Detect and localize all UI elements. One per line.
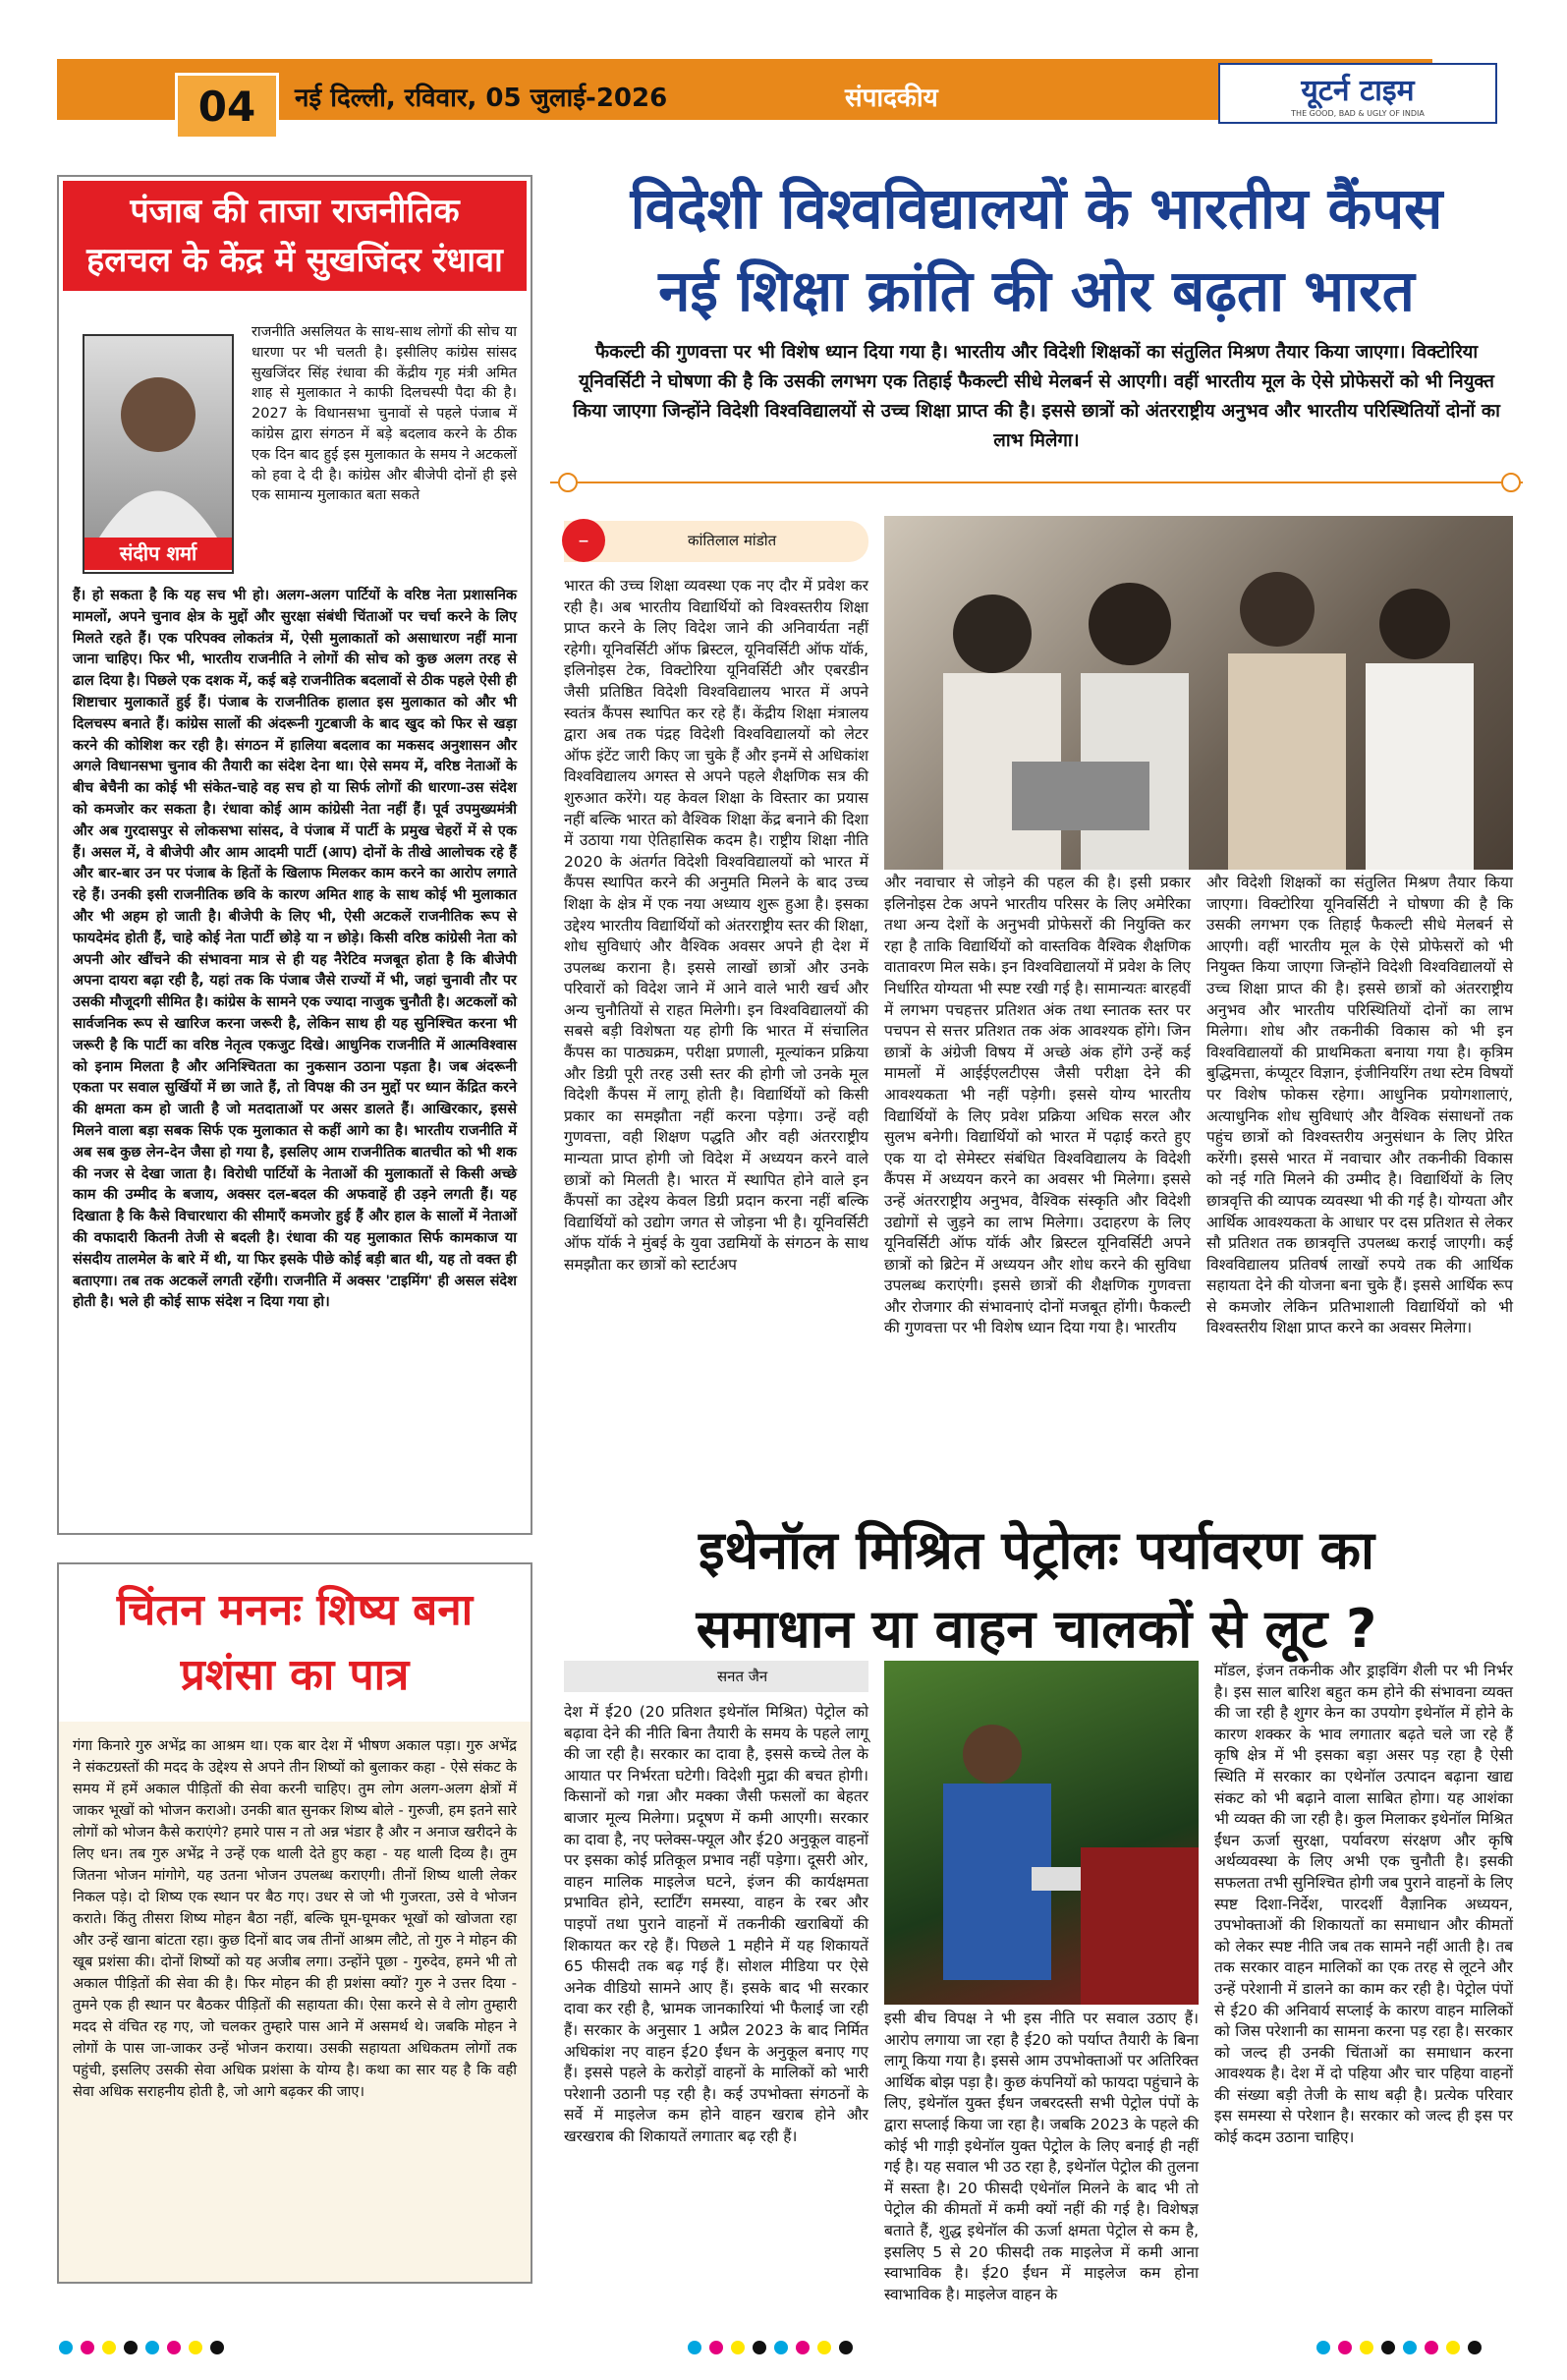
portrait-icon	[84, 336, 232, 538]
main-deck: फैकल्टी की गुणवत्ता पर भी विशेष ध्यान दिया गया है। भारतीय और विदेशी शिक्षकों का संतुलित मिश्रण तैयार किया जाएगा। विक्टोरिया यूनिवर्सिटी ने घोषणा की है कि उसकी लगभग एक तिहाई फैकल्टी सीधे मेलबर्न से आएगी। वहीं भारतीय मूल के ऐसे प्रोफेसरों को भी नियुक्त किया जाएगा जिन्होंने विदेशी विश्वविद्यालयों से उच्च शिक्षा प्राप्त की है। इससे छात्रों को अंतरराष्ट्रीय अनुभव और भारतीय परिस्थितियों दोनों का लाभ मिलेगा।	[573, 342, 1500, 451]
main-col-2: और नवाचार से जोड़ने की पहल की है। इसी प्रकार इलिनोइस टेक अपने भारतीय परिसर के लिए अमेरिका तथा अन्य देशों के अनुभवी प्रोफेसरों की नियुक्ति कर रहा है ताकि विद्यार्थियों को वास्तविक वैश्विक शैक्षणिक वातावरण मिल सके। इन विश्वविद्यालयों में प्रवेश के लिए निर्धारित योग्यता भी स्पष्ट रखी गई है। सामान्यतः बारहवीं में लगभग पचहत्तर प्रतिशत अंक तथा स्नातक स्तर पर पचपन से सत्तर प्रतिशत तक अंक आवश्यक होंगे। जिन छात्रों के अंग्रेजी विषय में अच्छे अंक होंगे उन्हें कई मामलों में आईईएलटीएस जैसी परीक्षा देने की आवश्यकता भी नहीं पड़ेगी। इससे योग्य भारतीय विद्यार्थियों के लिए प्रवेश प्रक्रिया अधिक सरल और सुलभ बनेगी। विद्यार्थियों को भारत में पढ़ाई करते हुए एक या दो सेमेस्टर संबंधित विश्वविद्यालय के विदेशी कैंपस में अध्ययन करने का अवसर भी मिलेगा। इससे उन्हें अंतरराष्ट्रीय अनुभव, वैश्विक संस्कृति और विदेशी उद्योगों से जुड़ने का लाभ मिलेगा। उदाहरण के लिए यूनिवर्सिटी ऑफ यॉर्क और ब्रिस्टल यूनिवर्सिटी अपने छात्रों को ब्रिटेन में अध्ययन और शोध करने की सुविधा उपलब्ध कराएंगी। इससे छात्रों की शैक्षणिक गुणवत्ता और रोजगार की संभावनाएं दोनों मजबूत होंगी। फैकल्टी की गुणवत्ता पर भी विशेष ध्यान दिया गया है। भारतीय	[884, 874, 1191, 1337]
students-photo	[884, 516, 1513, 870]
ethanol-col-3: मॉडल, इंजन तकनीक और ड्राइविंग शैली पर भी निर्भर है। इस साल बारिश बहुत कम होने की संभावना व्यक्त की जा रही है शुगर केन का उपयोग इथेनॉल में होने के कारण शक्कर के भाव लगातार बढ़ते चले जा रहे हैं कृषि क्षेत्र में भी इसका बड़ा असर पड़ रहा है ऐसी स्थिति में सरकार का एथेनॉल उत्पादन बढ़ाना खाद्य संकट को भी बढ़ाने वाला साबित होगा। यह आशंका भी व्यक्त की जा रही है। कुल मिलाकर इथेनॉल मिश्रित ईंधन ऊर्जा सुरक्षा, पर्यावरण संरक्षण और कृषि अर्थव्यवस्था के लिए अभी एक चुनौती है। इसकी सफलता तभी सुनिश्चित होगी जब पुराने वाहनों के लिए स्पष्ट दिशा-निर्देश, पारदर्शी वैज्ञानिक अध्ययन, उपभोक्ताओं की शिकायतों का समाधान और कीमतों को लेकर स्पष्ट नीति जब तक सामने नहीं आती है। तब तक सरकार वाहन मालिकों का एक तरह से लूटने और उन्हें परेशानी में डालने का काम कर रही है। पेट्रोल पंपों से ई20 की अनिवार्य सप्लाई के कारण वाहन मालिकों को जिस परेशानी का सामना करना पड़ रहा है। सरकार को जल्द ही उनकी चिंताओं का समाधान करना आवश्यक है। देश में दो पहिया और चार पहिया वाहनों की संख्या बड़ी तेजी के साथ बढ़ी है। प्रत्येक परिवार इस समस्या से परेशान है। सरकार को जल्द ही इस पर कोई कदम उठाना चाहिए।	[1214, 1662, 1514, 2147]
logo-tagline: THE GOOD, BAD & UGLY OF INDIA	[1291, 109, 1425, 118]
ethanol-headline-2: समाधान या वाहन चालकों से लूट ?	[696, 1598, 1377, 1660]
main-col-1: भारत की उच्च शिक्षा व्यवस्था एक नए दौर में प्रवेश कर रही है। अब भारतीय विद्यार्थियों को विश्वस्तरीय शिक्षा प्राप्त करने के लिए विदेश जाने की अनिवार्यता नहीं रहेगी। यूनिवर्सिटी ऑफ ब्रिस्टल, यूनिवर्सिटी ऑफ यॉर्क, इलिनोइस टेक, विक्टोरिया यूनिवर्सिटी और एबरडीन जैसी प्रतिष्ठित विदेशी विश्वविद्यालय भारत में अपने स्वतंत्र कैंपस स्थापित कर रहे हैं। केंद्रीय शिक्षा मंत्रालय द्वारा अब तक पंद्रह विदेशी विश्वविद्यालयों को लेटर ऑफ इंटेंट जारी किए जा चुके हैं और इनमें से अधिकांश विश्वविद्यालय अगस्त से अपने पहले शैक्षणिक सत्र की शुरुआत करेंगे। यह केवल शिक्षा के विस्तार का प्रयास नहीं बल्कि भारत को वैश्विक शिक्षा केंद्र बनाने की दिशा में उठाया गया ऐतिहासिक कदम है। राष्ट्रीय शिक्षा नीति 2020 के अंतर्गत विदेशी विश्वविद्यालयों को भारत में कैंपस स्थापित करने की अनुमति मिलने के बाद उच्च शिक्षा के क्षेत्र में एक नया अध्याय शुरू हुआ है। इसका उद्देश्य भारतीय विद्यार्थियों को अंतरराष्ट्रीय स्तर की शिक्षा, शोध सुविधाएं और वैश्विक अवसर अपने ही देश में उपलब्ध कराना है। इससे लाखों छात्रों और उनके परिवारों को विदेश जाने में आने वाले भारी खर्च और अन्य चुनौतियों से राहत मिलेगी। इन विश्वविद्यालयों की सबसे बड़ी विशेषता यह होगी कि भारत में संचालित कैंपस का पाठ्यक्रम, परीक्षा प्रणाली, मूल्यांकन प्रक्रिया और डिग्री पूरी तरह उसी स्तर की होगी जो उनके मूल विदेशी कैंपस में लागू होती है। विद्यार्थियों को किसी प्रकार का समझौता नहीं करना पड़ेगा। उन्हें वही गुणवत्ता, वही शिक्षण पद्धति और वही अंतरराष्ट्रीय मान्यता प्राप्त होगी जो विदेश में अध्ययन करने वाले छात्रों को मिलती है। भारत में स्थापित होने वाले इन कैंपसों का उद्देश्य केवल डिग्री प्रदान करना नहीं बल्कि विद्यार्थियों को उद्योग जगत से जोड़ना भी है। यूनिवर्सिटी ऑफ यॉर्क ने मुंबई के युवा उद्यमियों के संगठन के साथ समझौता कर छात्रों को स्टार्टअप	[564, 577, 868, 1274]
chintan-headline: चिंतन मननः शिष्य बना प्रशंसा का पात्र	[59, 1564, 531, 1722]
attendant-image-icon	[884, 1661, 1199, 2005]
separator-right-circle-icon	[1501, 473, 1521, 492]
registration-marks-center	[688, 2341, 853, 2354]
left-article	[57, 175, 532, 1535]
section-title: संपादकीय	[845, 84, 938, 113]
main-headline-1: विदेशी विश्वविद्यालयों के भारतीय कैंपस	[630, 175, 1443, 242]
ethanol-headline-1: इथेनॉल मिश्रित पेट्रोलः पर्यावरण का	[698, 1519, 1375, 1581]
left-article-body: हैं। हो सकता है कि यह सच भी हो। अलग-अलग पार्टियों के वरिष्ठ नेता प्रशासनिक मामलों, अपने चुनाव क्षेत्र के मुद्दों और सुरक्षा संबंधी चिंताओं पर चर्चा करने के लिए मिलते रहते हैं। एक परिपक्व लोकतंत्र में, ऐसी मुलाकातों को असाधारण नहीं माना जाना चाहिए। फिर भी, भारतीय राजनीति ने लोगों की सोच को कुछ अलग तरह से ढाल दिया है। पिछले एक दशक में, कई बड़े राजनीतिक बदलावों से ठीक पहले ऐसी ही शिष्टाचार मुलाकातें हुई हैं। पंजाब के राजनीतिक हालात इस मुलाकात को और भी दिलचस्प बनाते हैं। कांग्रेस सालों की अंदरूनी गुटबाजी के बाद खुद को फिर से खड़ा करने की कोशिश कर रही है। संगठन में हालिया बदलाव का मकसद अनुशासन और अगले विधानसभा चुनाव की तैयारी का संदेश देना था। ऐसे समय में, वरिष्ठ नेताओं के बीच बेचैनी का कोई भी संकेत-चाहे वह सच हो या सिर्फ लोगों की धारणा-उस संदेश को कमजोर कर सकता है। रंधावा कोई आम कांग्रेसी नेता नहीं हैं। पूर्व उपमुख्यमंत्री और अब गुरदासपुर से लोकसभा सांसद, वे पंजाब में पार्टी के प्रमुख चेहरों में से एक हैं। असल में, वे बीजेपी और आम आदमी पार्टी (आप) दोनों के तीखे आलोचक रहे हैं और बार-बार उन पर पंजाब के हितों के खिलाफ मिलकर काम करने का आरोप लगाते रहे हैं। उनकी इसी राजनीतिक छवि के कारण अमित शाह के साथ कोई भी मुलाकात और भी अहम हो जाती है। बीजेपी के लिए भी, ऐसी अटकलें राजनीतिक रूप से फायदेमंद होती हैं, चाहे कोई नेता पार्टी छोड़े या न छोड़े। किसी वरिष्ठ कांग्रेसी नेता को अपनी ओर खींचने की संभावना मात्र से ही यह नैरेटिव मजबूत होता है कि बीजेपी अपना दायरा बढ़ा रही है, यहां तक कि पंजाब जैसे राज्यों में भी, जहां चुनावी तौर पर उसकी मौजूदगी सीमित है। कांग्रेस के सामने एक ज्यादा नाजुक चुनौती है। अटकलों को सार्वजनिक रूप से खारिज करना जरूरी है, लेकिन साथ ही यह सुनिश्चित करना भी जरूरी है कि पार्टी का वरिष्ठ नेतृत्व एकजुट दिखे। आधुनिक राजनीति में आत्मविश्वास को इनाम मिलता है और अनिश्चितता का नुकसान उठाना पड़ता है। जब अंदरूनी एकता पर सवाल सुर्खियों में छा जाते हैं, तो विपक्ष की उन मुद्दों पर ध्यान केंद्रित करने की क्षमता कम हो जाती है जो मतदाताओं पर असर डालते हैं। आखिरकार, इससे मिलने वाला बड़ा सबक सिर्फ एक मुलाकात से कहीं आगे का है। भारतीय राजनीति में अब सब कुछ लेन-देन जैसा हो गया है, इसलिए आम राजनीतिक बातचीत को भी शक की नजर से देखा जाता है। विरोधी पार्टियों के नेताओं की मुलाकातों से किसी अच्छे काम की उम्मीद के बजाय, अक्सर दल-बदल की अफवाहें ही उड़ने लगती हैं। यह दिखाता है कि कैसे विचारधारा की सीमाएँ कमजोर हुई हैं और हाल के सालों में नेताओं की वफादारी कितनी तेजी से बदली है। रंधावा की यह मुलाकात सिर्फ कामकाज या संसदीय तालमेल के बारे में थी, या फिर इसके पीछे कोई बड़ी बात थी, यह तो वक्त ही बताएगा। तब तक अटकलें लगती रहेंगी। राजनीति में अक्सर 'टाइमिंग' ही असल संदेश होती है। भले ही कोई साफ संदेश न दिया गया हो।	[73, 588, 517, 1311]
main-col-3: और विदेशी शिक्षकों का संतुलित मिश्रण तैयार किया जाएगा। विक्टोरिया यूनिवर्सिटी ने घोषणा की है कि उसकी लगभग एक तिहाई फैकल्टी सीधे मेलबर्न से आएगी। वहीं भारतीय मूल के ऐसे प्रोफेसरों को भी नियुक्त किया जाएगा जिन्होंने विदेशी विश्वविद्यालयों से उच्च शिक्षा प्राप्त की है। इससे छात्रों को अंतरराष्ट्रीय अनुभव और भारतीय परिस्थितियों दोनों का लाभ मिलेगा। शोध और तकनीकी विकास को भी इन विश्वविद्यालयों की प्राथमिकता बनाया गया है। कृत्रिम बुद्धिमत्ता, कंप्यूटर विज्ञान, इंजीनियरिंग तथा स्टेम विषयों पर विशेष फोकस रहेगा। आधुनिक प्रयोगशालाएं, अत्याधुनिक शोध सुविधाएं और वैश्विक संसाधनों तक पहुंच छात्रों को विश्वस्तरीय अनुसंधान के लिए प्रेरित करेंगी। इससे भारत में नवाचार और तकनीकी विकास को नई गति मिलने की उम्मीद है। विद्यार्थियों के लिए छात्रवृत्ति की व्यापक व्यवस्था भी की गई है। योग्यता और आर्थिक आवश्यकता के आधार पर दस प्रतिशत से लेकर सौ प्रतिशत तक छात्रवृत्ति उपलब्ध कराई जाएगी। कई विश्वविद्यालय प्रतिवर्ष लाखों रुपये तक की आर्थिक सहायता देने की योजना बना चुके हैं। इससे आर्थिक रूप से कमजोर लेकिन प्रतिभाशाली विद्यार्थियों को भी विश्वस्तरीय शिक्षा प्राप्त करने का अवसर मिलेगा।	[1206, 874, 1513, 1337]
main-author: कांतिलाल मांडोत	[688, 532, 777, 549]
dateline: नई दिल्ली, रविवार, 05 जुलाई-2026	[295, 84, 668, 113]
left-article-headline: पंजाब की ताजा राजनीतिक हलचल के केंद्र में सुखजिंदर रंधावा	[63, 181, 527, 291]
petrol-pump-photo	[884, 1661, 1199, 2005]
author-photo	[83, 334, 234, 574]
ethanol-col-1: देश में ई20 (20 प्रतिशत इथेनॉल मिश्रित) पेट्रोल को बढ़ावा देने की नीति बिना तैयारी के समय के पहले लागू की जा रही है। सरकार का दावा है, इससे कच्चे तेल के आयात पर निर्भरता घटेगी। विदेशी मुद्रा की बचत होगी। किसानों को गन्ना और मक्का जैसी फसलों का बेहतर बाजार मूल्य मिलेगा। प्रदूषण में कमी आएगी। सरकार का दावा है, नए फ्लेक्स-फ्यूल और ई20 अनुकूल वाहनों पर इसका कोई प्रतिकूल प्रभाव नहीं पड़ेगा। दूसरी ओर, वाहन मालिक माइलेज घटने, इंजन की कार्यक्षमता प्रभावित होने, स्टार्टिंग समस्या, वाहन के रबर और पाइपों तथा पुराने वाहनों में तकनीकी खराबियों की शिकायत कर रहे हैं। पिछले 1 महीने में यह शिकायतें 65 फीसदी तक बढ़ गई हैं। सोशल मीडिया पर ऐसे अनेक वीडियो सामने आए हैं। इसके बाद भी सरकार दावा कर रही है, भ्रामक जानकारियां भी फैलाई जा रही हैं। सरकार के अनुसार 1 अप्रैल 2023 के बाद निर्मित अधिकांश नए वाहन ई20 ईंधन के अनुकूल बनाए गए हैं। इससे पहले के करोड़ों वाहनों के मालिकों को भारी परेशानी उठानी पड़ रही है। कई उपभोक्ता संगठनों के सर्वे में माइलेज कम होने वाहन खराब होने और खरखराब की शिकायतें लगातार बढ़ रही हैं।	[564, 1703, 868, 2145]
ethanol-author: सनत जैन	[717, 1668, 768, 1685]
ethanol-author-bar	[564, 1661, 868, 1692]
masthead-logo	[1218, 63, 1497, 124]
main-headline-2: नई शिक्षा क्रांति की ओर बढ़ता भारत	[658, 257, 1415, 324]
chintan-body: गंगा किनारे गुरु अभेंद्र का आश्रम था। एक बार देश में भीषण अकाल पड़ा। गुरु अभेंद्र ने संकटग्रस्तों की मदद के उद्देश्य से अपने तीन शिष्यों को बुलाकर कहा - ऐसे संकट के समय में हमें अकाल पीड़ितों की सेवा करनी चाहिए। तुम लोग अलग-अलग क्षेत्रों में जाकर भूखों को भोजन कराओ। उनकी बात सुनकर शिष्य बोले - गुरुजी, हम इतने सारे लोगों को भोजन कैसे कराएंगे? हमारे पास न तो अन्न भंडार है और न अनाज खरीदने के लिए धन। तब गुरु अभेंद्र ने उन्हें एक थाली देते हुए कहा - यह थाली दिव्य है। तुम जितना भोजन मांगोगे, यह उतना भोजन उपलब्ध कराएगी। तीनों शिष्य थाली लेकर निकल पड़े। दो शिष्य एक स्थान पर बैठ गए। उधर से जो भी गुजरता, उसे वे भोजन कराते। किंतु तीसरा शिष्य मोहन बैठा नहीं, बल्कि घूम-घूमकर भूखों को खोजता रहा और उन्हें खाना बांटता रहा। कुछ दिनों बाद जब तीनों आश्रम लौटे, तो गुरु ने मोहन की खूब प्रशंसा की। दोनों शिष्यों को यह अजीब लगा। उन्होंने पूछा - गुरुदेव, हमने भी तो अकाल पीड़ितों की सेवा की है। फिर मोहन की ही प्रशंसा क्यों? गुरु ने उत्तर दिया - तुमने एक ही स्थान पर बैठकर पीड़ितों की सहायता की। ऐसा करने से वे लोग तुम्हारी मदद से वंचित रह गए, जो चलकर तुम्हारे पास आने में असमर्थ थे। जबकि मोहन ने लोगों के पास जा-जाकर उन्हें भोजन कराया। उसकी सहायता अधिकतम लोगों तक पहुंची, इसलिए उसकी सेवा अधिक प्रशंसा के योग्य है। कथा का सार यह है कि वही सेवा अधिक सराहनीय होती है, जो आगे बढ़कर की जाए।	[73, 1737, 517, 2100]
author-name: संदीप शर्मा	[84, 538, 232, 570]
students-image-icon	[884, 516, 1513, 870]
page-number: 04	[175, 73, 279, 140]
chintan-box	[57, 1562, 532, 2284]
registration-marks-right	[1316, 2341, 1482, 2354]
separator	[550, 482, 1523, 483]
separator-left-circle-icon	[558, 473, 578, 492]
author-badge-icon: –	[562, 519, 605, 562]
left-article-intro: राजनीति असलियत के साथ-साथ लोगों की सोच या धारणा पर भी चलती है। इसीलिए कांग्रेस सांसद सुखजिंदर सिंह रंधावा की केंद्रीय गृह मंत्री अमित शाह से मुलाकात ने काफी दिलचस्पी पैदा की है। 2027 के विधानसभा चुनावों से पहले पंजाब में कांग्रेस द्वारा संगठन में बड़े बदलाव करने के ठीक एक दिन बाद हुई इस मुलाकात के समय ने अटकलों को हवा दे दी है। कांग्रेस और बीजेपी दोनों ही इसे एक सामान्य मुलाकात बता सकते	[252, 324, 517, 504]
registration-marks-left	[59, 2341, 224, 2354]
ethanol-col-2: इसी बीच विपक्ष ने भी इस नीति पर सवाल उठाए हैं। आरोप लगाया जा रहा है ई20 को पर्याप्त तैयारी के बिना लागू किया गया है। इससे आम उपभोक्ताओं पर अतिरिक्त आर्थिक बोझ पड़ा है। कुछ कंपनियों को फायदा पहुंचाने के लिए, इथेनॉल युक्त ईंधन जबरदस्ती सभी पेट्रोल पंपों के द्वारा सप्लाई किया जा रहा है। जबकि 2023 के पहले की कोई भी गाड़ी इथेनॉल युक्त पेट्रोल के लिए बनाई ही नहीं गई है। यह सवाल भी उठ रहा है, इथेनॉल पेट्रोल की तुलना में सस्ता है। 20 फीसदी एथेनॉल मिलने के बाद भी तो पेट्रोल की कीमतों में कमी क्यों नहीं की गई है। विशेषज्ञ बताते हैं, शुद्ध इथेनॉल की ऊर्जा क्षमता पेट्रोल से कम है, इसलिए 5 से 20 फीसदी तक माइलेज में कमी आना स्वाभाविक है। ई20 ईंधन में माइलेज कम होना स्वाभाविक है। माइलेज वाहन के	[884, 2010, 1199, 2303]
logo-text: यूटर्न टाइम	[1301, 74, 1415, 108]
